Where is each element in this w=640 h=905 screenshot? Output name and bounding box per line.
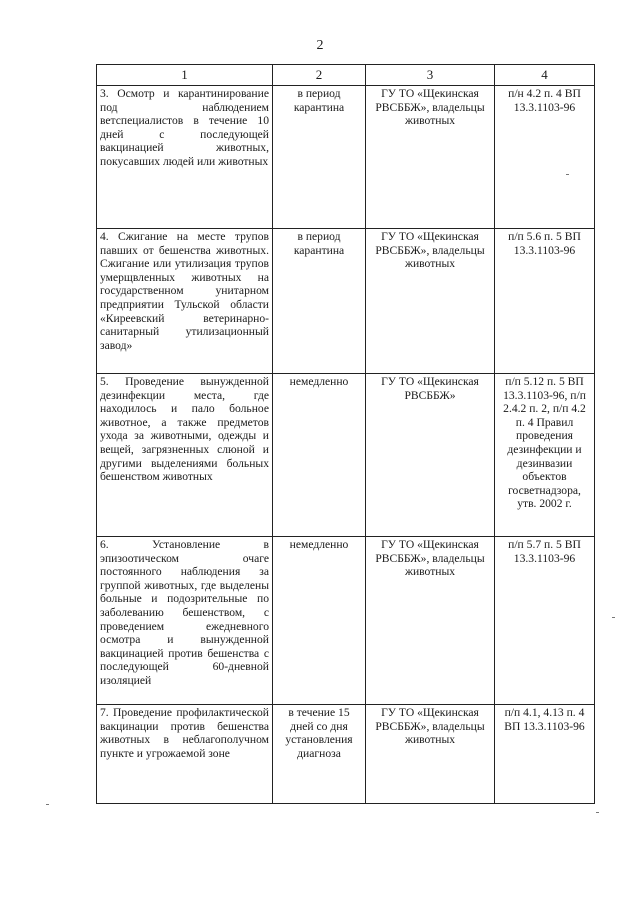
table-row: [97, 86, 595, 229]
page-number: 2: [316, 38, 324, 53]
responsible-cell: ГУ ТО «Щекинская РВСББЖ», владельцы животных: [366, 86, 495, 229]
term-cell: немедленно: [273, 374, 366, 537]
scan-speck: [46, 804, 49, 805]
column-header-1: 1: [97, 65, 273, 86]
responsible-cell: ГУ ТО «Щекинская РВСББЖ», владельцы животных: [366, 705, 495, 804]
term-cell: немедленно: [273, 537, 366, 705]
responsible-cell: ГУ ТО «Щекинская РВСББЖ», владельцы животных: [366, 537, 495, 705]
reference-cell: п/п 4.1, 4.13 п. 4 ВП 13.3.1103-96: [495, 705, 595, 804]
column-header-4: 4: [495, 65, 595, 86]
term-cell: в течение 15 дней со дня установления диагноза: [273, 705, 366, 804]
scan-speck: [612, 617, 615, 618]
reference-cell: п/п 5.7 п. 5 ВП 13.3.1103-96: [495, 537, 595, 705]
measure-cell: 6. Установление в эпизоотическом очаге постоянного наблюдения за группой животных, где выделены больные и подозрительные по заболеванию бешенством, с проведением ежедневного осмотра и вынужденной вакцинацией против бешенства с последующей 60-дневной изоляцией: [97, 537, 273, 705]
scan-speck: [566, 174, 569, 175]
measures-table: [96, 64, 595, 804]
table-row: [97, 229, 595, 374]
table-row: [97, 705, 595, 804]
measure-cell: 4. Сжигание на месте трупов павших от бешенства животных. Сжигание или утилизация трупов умерщвленных животных на государственном унитарном предприятии Тульской области «Киреевский ветеринарно-санитарный утилизационный завод»: [97, 229, 273, 374]
table-row: [97, 537, 595, 705]
scan-speck: [596, 812, 599, 813]
term-cell: в период карантина: [273, 229, 366, 374]
measure-cell: 5. Проведение вынужденной дезинфекции места, где находилось и пало больное животное, а также предметов ухода за животными, одежды и вещей, загрязненных слюной и другими выделениями больных бешенством животных: [97, 374, 273, 537]
measure-cell: 3. Осмотр и карантинирование под наблюдением ветспециалистов в течение 10 дней с последующей вакцинацией животных, покусавших людей или животных: [97, 86, 273, 229]
term-cell: в период карантина: [273, 86, 366, 229]
reference-cell: п/п 5.6 п. 5 ВП 13.3.1103-96: [495, 229, 595, 374]
column-header-3: 3: [366, 65, 495, 86]
measure-cell: 7. Проведение профилактической вакцинации против бешенства животных в неблагополучном пункте и угрожаемой зоне: [97, 705, 273, 804]
responsible-cell: ГУ ТО «Щекинская РВСББЖ», владельцы животных: [366, 229, 495, 374]
reference-cell: п/н 4.2 п. 4 ВП 13.3.1103-96: [495, 86, 595, 229]
reference-cell: п/п 5.12 п. 5 ВП 13.3.1103-96, п/п 2.4.2 п. 2, п/п 4.2 п. 4 Правил проведения дезинфекции и дезинвазии объектов госветнадзора, утв. 2002 г.: [495, 374, 595, 537]
responsible-cell: ГУ ТО «Щекинская РВСББЖ»: [366, 374, 495, 537]
table-header-row: [97, 65, 595, 86]
column-header-2: 2: [273, 65, 366, 86]
table-row: [97, 374, 595, 537]
